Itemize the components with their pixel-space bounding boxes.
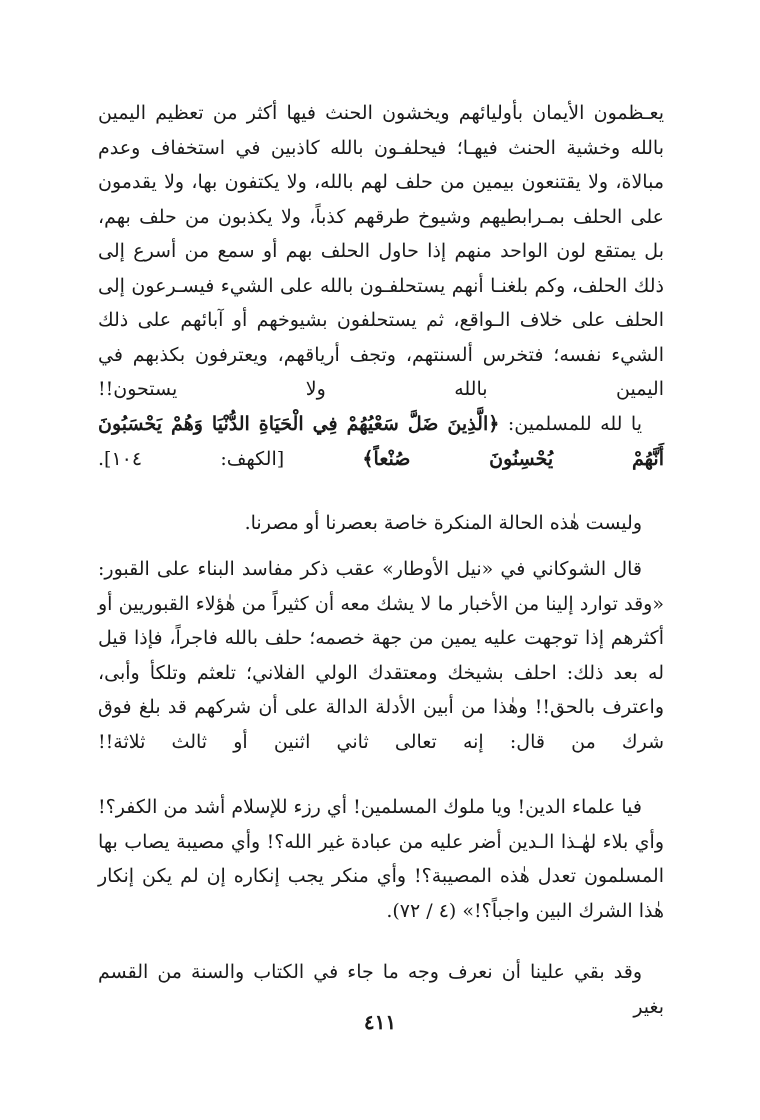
paragraph-text: وقد بقي علينا أن نعرف وجه ما جاء في الكتاب والسنة من القسم بغير <box>98 961 664 1018</box>
paragraph-text: قال الشوكاني في «نيل الأوطار» عقب ذكر مفاسد البناء على القبور: «وقد توارد إلينا من الأخبار ما لا يشك معه أن كثيراً من هٰؤلاء القبوريين أو أكثرهم إذا توجهت عليه يمين من جهة خصمه؛ حلف بالله فاجراً، فإذا قيل له بعد ذلك: احلف بشيخك ومعتقدك الولي الفلاني؛ تلعثم وتلكأ وأبى، واعترف بالحق!! وهٰذا من أبين الأدلة الدالة على أن شركهم قد بلغ فوق شرك من قال: إنه تعالى ثاني اثنين أو ثالث ثلاثة!! <box>98 558 664 753</box>
paragraph-text: وليست هٰذه الحالة المنكرة خاصة بعصرنا أو مصرنا. <box>244 512 642 534</box>
paragraph-shawkani-quote <box>98 552 664 759</box>
quran-verse: ﴿الَّذِينَ ضَلَّ سَعْيُهُمْ فِي الْحَيَاةِ الدُّنْيَا وَهُمْ يَحْسَبُونَ أَنَّهُمْ يُحْسِنُونَ صُنْعاً﴾ <box>98 413 664 470</box>
paragraph-quran-verse <box>98 407 664 476</box>
paragraph-appeal-to-scholars <box>98 790 664 928</box>
verse-intro: يا لله للمسلمين: <box>499 413 642 435</box>
page-number: ٤١١ <box>363 1010 397 1034</box>
verse-reference: [الكهف: ١٠٤]. <box>98 447 363 470</box>
paragraph-not-specific <box>98 506 664 541</box>
paragraph-text: فيا علماء الدين! ويا ملوك المسلمين! أي رزء للإسلام أشد من الكفر؟! وأي بلاء لهٰـذا الـدين أضر عليه من عبادة غير الله؟! وأي مصيبة يصاب بها المسلمون تعدل هٰذه المصيبة؟! وأي منكر يجب إنكاره إن لم يكن إنكار هٰذا الشرك البين واجباً؟!» (٤ / ٧٢). <box>98 796 664 922</box>
paragraph-oaths-by-saints: يعـظمون الأيمان بأوليائهم ويخشون الحنث فيها أكثر من تعظيم اليمين بالله وخشية الحنث فيهـا؛ فيحلفـون بالله كاذبين في استخفاف وعدم مبالاة، ولا يقتنعون بيمين من حلف لهم بالله، ولا يكتفون بها، ولا يقدمون على الحلف بمـرابطيهم وشيوخ طرقهم كذباً، ولا يكذبون من حلف بهم، بل يمتقع لون الواحد منهم إذا حاول الحلف بهم أو سمع من أسرع إلى ذلك الحلف، وكم بلغنـا أنهم يستحلفـون بالله على الشيء فيسـرعون إلى الحلف على خلاف الـواقع، ثم يستحلفون بشيوخهم أو آبائهم على ذلك الشيء نفسه؛ فتخرس ألسنتهم، وتجف أرياقهم، ويعترفون بكذبهم في اليمين بالله ولا يستحون!! <box>98 102 664 400</box>
